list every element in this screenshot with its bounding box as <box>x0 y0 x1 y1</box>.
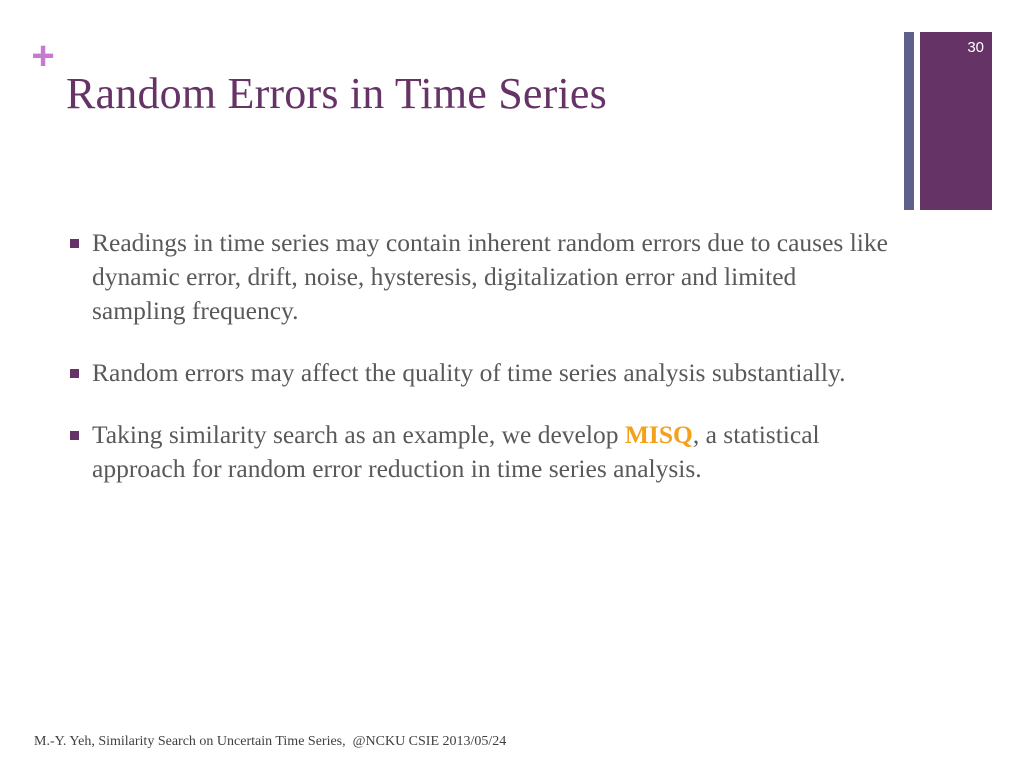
accent-bar-wide <box>920 32 992 210</box>
bullet-text: Readings in time series may contain inherent random errors due to causes like dynamic error, drift, noise, hysteresis, digitalization error and limited sampling frequency. <box>92 228 888 325</box>
bullet-text-after: , a statistical approach for random error reduction in time series analysis. <box>92 420 820 483</box>
bullet-text: Random errors may affect the quality of time series analysis substantially. <box>92 358 846 387</box>
slide-number: 30 <box>967 39 984 56</box>
square-bullet-icon <box>70 431 79 440</box>
bullet-text-before: Taking similarity search as an example, we develop <box>92 420 625 449</box>
footer-citation: M.-Y. Yeh, Similarity Search on Uncertain Time Series, @NCKU CSIE 2013/05/24 <box>34 734 507 749</box>
bullet-list <box>66 226 896 486</box>
bullet-item-misq <box>66 418 896 486</box>
plus-icon: + <box>31 34 55 78</box>
misq-highlight: MISQ <box>624 420 693 449</box>
square-bullet-icon <box>70 369 79 378</box>
square-bullet-icon <box>70 239 79 248</box>
bullet-item-analysis-quality <box>66 356 896 390</box>
accent-bar-thin <box>904 32 914 210</box>
slide-title: Random Errors in Time Series <box>66 69 607 118</box>
bullet-item-random-errors <box>66 226 896 328</box>
